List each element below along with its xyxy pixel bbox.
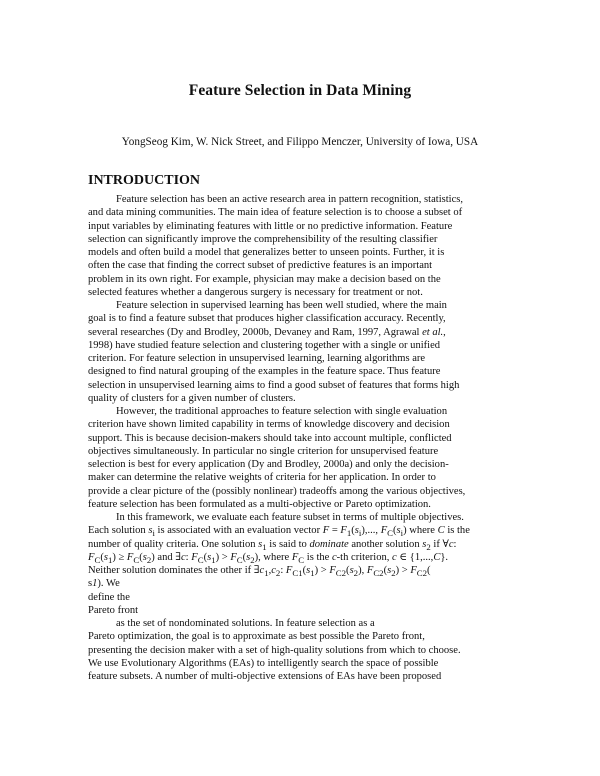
body-text [88, 193, 516, 683]
paragraph-line: feature subsets. A number of multi-objective extensions of EAs have been proposed [88, 671, 442, 682]
paragraph-line: support. This is because decision-makers should take into account multiple, conflicted [88, 432, 452, 444]
paragraph-line: Pareto optimization, the goal is to approximate as best possible the Pareto front, [88, 631, 425, 643]
paragraph-line: objectives simultaneously. In particular no single criterion for unsupervised feature [88, 445, 439, 457]
paragraph-line: models and often build a model that generalizes better to unseen points. Further, it is [88, 247, 445, 258]
paragraph-line: In this framework, we evaluate each feature subset in terms of multiple objectives. [116, 512, 464, 523]
paragraph-line: Each solution $s_i$ is associated with an evaluation vector $F = F_1(s_i)$,..., $F_C(s_i)$ where C is the [88, 525, 470, 539]
paragraph-line: $F_C(s_1) \ge F_C(s_2)$ and ∃c: $F_C(s_1) > F_C(s_2)$, where $F_C$ is the c-th criterion, c ∈ {1,...,C}. [88, 551, 449, 565]
paper-title: Feature Selection in Data Mining [188, 82, 412, 99]
paragraph-line: quality of clusters for a given number of clusters. [88, 392, 296, 404]
paragraph-line: Pareto front [88, 604, 139, 616]
paragraph-line: However, the traditional approaches to feature selection with single evaluation [116, 406, 448, 417]
paragraph-line: maker can determine the relative weights of criteria for her application. In order to [88, 472, 436, 484]
paragraph-line: selected features whether a dangerous surgery is necessary for treatment or not. [88, 286, 423, 298]
paragraph-line: selection is best for every application (Dy and Brodley, 2000a) and only the decision- [88, 459, 449, 470]
paragraph-line: criterion. For feature selection in unsupervised learning, learning algorithms are [88, 353, 426, 364]
paragraph-line: often the case that finding the correct subset of predictive features is an important [88, 260, 433, 272]
paragraph-line: selection can significantly improve the comprehensibility of the resulting classifier [88, 233, 438, 245]
paragraph-line: number of quality criteria. One solution $s_1$ is said to dominate another solution $s_2$ if ∀c: [88, 538, 457, 552]
paragraph-line: 1998) have studied feature selection and clustering together with a single or unified [88, 339, 441, 351]
paragraph-line: presenting the decision maker with a set of high-quality solutions from which to choose. [88, 644, 461, 656]
paragraph-line: s1). We [88, 578, 120, 590]
section-heading: INTRODUCTION [88, 173, 201, 188]
paragraph-line: and data mining communities. The main idea of feature selection is to choose a subset of [88, 207, 463, 219]
paragraph-line: provide a clear picture of the (possibly nonlinear) tradeoffs among the various objectives, [88, 485, 466, 497]
paragraph-line: Feature selection in supervised learning has been well studied, where the main [116, 300, 447, 311]
paragraph-line: selection in unsupervised learning aims to find a good subset of features that forms high [88, 379, 460, 391]
paragraph-line: feature selection has been formulated as a multi-objective or Pareto optimization. [88, 498, 431, 510]
paragraph-line: problem in its own right. For example, physician may make a decision based on the [88, 273, 441, 285]
paragraph-line: criterion have shown limited capability in terms of knowledge discovery and decision [88, 419, 450, 431]
paragraph-line: designed to find natural grouping of the examples in the feature space. Thus feature [88, 366, 441, 378]
paragraph-line: Feature selection has been an active research area in pattern recognition, statistics, [116, 194, 464, 205]
paragraph-line: several researches (Dy and Brodley, 2000b, Devaney and Ram, 1997, Agrawal et al., [88, 326, 446, 338]
paragraph-line: define the [88, 591, 130, 603]
paragraph-line: We use Evolutionary Algorithms (EAs) to intelligently search the space of possible [88, 657, 439, 669]
paragraph-line: as the set of nondominated solutions. In feature selection as a [116, 618, 375, 629]
paragraph-line: input variables by eliminating features with little or no predictive information. Feature [88, 220, 453, 232]
paragraph-line: Neither solution dominates the other if $\exists c_1,c_2$: $F_{C1}(s_1) > F_{C2}(s_2)$, $F_{C2}(s_2) > F_{C2}$( [88, 565, 431, 579]
author-line: YongSeog Kim, W. Nick Street, and Filippo Menczer, University of Iowa, USA [121, 136, 479, 148]
paragraph-line: goal is to find a feature subset that produces higher classification accuracy. Recently, [88, 313, 446, 325]
